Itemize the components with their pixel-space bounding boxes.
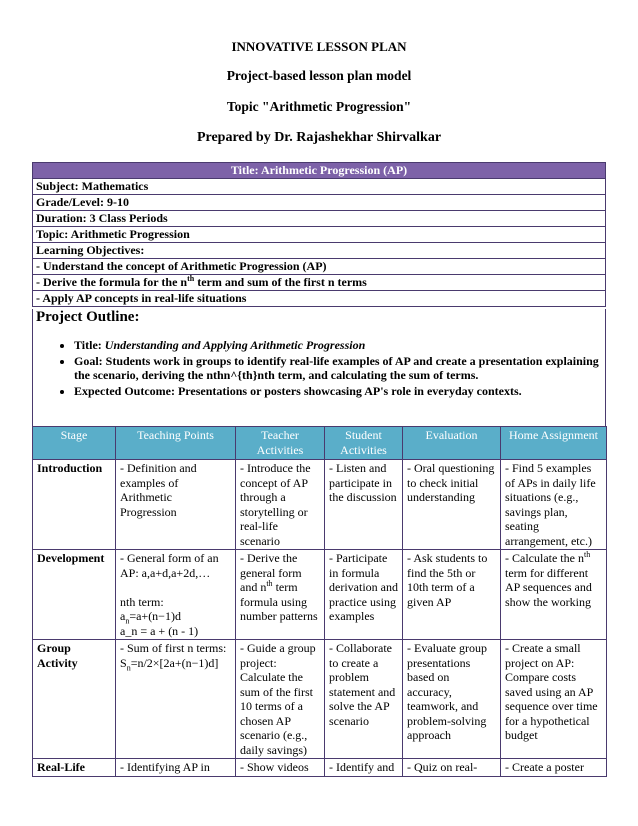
table-row bbox=[33, 759, 607, 777]
header-home-assignment: Home Assignment bbox=[501, 427, 607, 460]
teaching-cell: - Identifying AP in bbox=[116, 759, 236, 777]
outline-goal-item: • Goal: Students work in groups to identify real-life examples of AP and create a presentation explaining the scenario, deriving the nthn^{th}nth term, and calculating the sum of terms. bbox=[74, 354, 605, 382]
home-cell: - Create a small project on AP: Compare costs saved using an AP sequence over time for a hypothetical budget bbox=[501, 640, 607, 759]
objective-2-sup: th bbox=[187, 275, 195, 283]
home-cell: - Find 5 examples of APs in daily life situations (e.g., savings plan, seating arrangement, etc.) bbox=[501, 460, 607, 550]
header-teacher-activities: Teacher Activities bbox=[236, 427, 325, 460]
teacher-sup: th bbox=[266, 579, 273, 588]
teaching-pre: - Sum of first n terms: S bbox=[120, 641, 227, 670]
teacher-pre: - Derive the general form and n bbox=[240, 551, 302, 594]
teacher-cell: - Guide a group project: Calculate the sum of the first 10 terms of a chosen AP scenario (e.g., daily savings) bbox=[236, 640, 325, 759]
home-cell bbox=[501, 550, 607, 640]
stage-cell: Group Activity bbox=[33, 640, 116, 759]
stages-table bbox=[32, 426, 607, 777]
teaching-line-a: - General form of an AP: a,a+d,a+2d,… bbox=[120, 551, 219, 580]
plan-title-bar: Title: Arithmetic Progression (AP) bbox=[32, 162, 606, 179]
evaluation-cell: - Oral questioning to check initial understanding bbox=[403, 460, 501, 550]
evaluation-cell: - Evaluate group presentations based on accuracy, teamwork, and problem-solving approach bbox=[403, 640, 501, 759]
teacher-cell: - Introduce the concept of AP through a storytelling or real-life scenario bbox=[236, 460, 325, 550]
home-pre: - Calculate the n bbox=[505, 551, 584, 565]
grade-row: Grade/Level: 9-10 bbox=[32, 195, 606, 211]
stage-cell: Real-Life bbox=[33, 759, 116, 777]
teaching-cell: - Definition and examples of Arithmetic Progression bbox=[116, 460, 236, 550]
teaching-c-post: =a+(n−1)d bbox=[129, 609, 181, 623]
outline-title-value: Understanding and Applying Arithmetic Progression bbox=[104, 338, 366, 352]
header-evaluation: Evaluation bbox=[403, 427, 501, 460]
objectives-label: Learning Objectives: bbox=[32, 243, 606, 259]
objective-2 bbox=[32, 275, 606, 291]
lesson-plan bbox=[32, 162, 606, 777]
objective-1: - Understand the concept of Arithmetic Progression (AP) bbox=[32, 259, 606, 275]
header-stage: Stage bbox=[33, 427, 116, 460]
teaching-line-b: nth term: bbox=[120, 594, 164, 609]
stage-cell: Introduction bbox=[33, 460, 116, 550]
doc-heading: INNOVATIVE LESSON PLAN bbox=[231, 39, 407, 54]
student-cell: - Listen and participate in the discussion bbox=[325, 460, 403, 550]
teacher-cell bbox=[236, 550, 325, 640]
teaching-sub: n bbox=[126, 662, 131, 672]
outline-list bbox=[36, 338, 605, 398]
stage-cell: Development bbox=[33, 550, 116, 640]
teaching-cell bbox=[116, 550, 236, 640]
teacher-cell: - Show videos bbox=[236, 759, 325, 777]
student-cell: - Participate in formula derivation and practice using examples bbox=[325, 550, 403, 640]
teaching-line-c bbox=[120, 609, 231, 624]
home-sup: th bbox=[583, 550, 591, 559]
header-teaching-points: Teaching Points bbox=[116, 427, 236, 460]
header-student-activities: Student Activities bbox=[325, 427, 403, 460]
home-cell: - Create a poster bbox=[501, 759, 607, 777]
doc-model: Project-based lesson plan model bbox=[226, 68, 412, 83]
outline-title-item bbox=[74, 338, 605, 352]
teaching-c-pre: a bbox=[120, 609, 126, 623]
teaching-c-sub: n bbox=[125, 616, 130, 626]
topic-row: Topic: Arithmetic Progression bbox=[32, 227, 606, 243]
outline-outcome-item: • Expected Outcome: Presentations or posters showcasing AP's role in everyday contexts. bbox=[74, 384, 605, 398]
table-header-row bbox=[33, 427, 607, 460]
doc-topic: Topic "Arithmetic Progression" bbox=[226, 99, 412, 114]
student-cell: - Collaborate to create a problem statement and solve the AP scenario bbox=[325, 640, 403, 759]
outline-title-label: Title: bbox=[74, 338, 105, 352]
evaluation-cell: - Quiz on real- bbox=[403, 759, 501, 777]
project-outline bbox=[32, 309, 606, 426]
subject-row: Subject: Mathematics bbox=[32, 179, 606, 195]
objective-2-post: term and sum of the first n terms bbox=[194, 275, 367, 289]
teacher-post: term formula using number patterns bbox=[240, 580, 318, 623]
table-row bbox=[33, 640, 607, 759]
evaluation-cell: - Ask students to find the 5th or 10th term of a given AP bbox=[403, 550, 501, 640]
duration-row: Duration: 3 Class Periods bbox=[32, 211, 606, 227]
objective-3: - Apply AP concepts in real-life situations bbox=[32, 291, 606, 307]
teaching-post: =n/2×[2a+(n−1)d] bbox=[130, 655, 219, 670]
outline-heading: Project Outline: bbox=[36, 309, 140, 325]
table-row bbox=[33, 460, 607, 550]
objective-2-pre: - Derive the formula for the n bbox=[36, 275, 188, 289]
doc-author: Prepared by Dr. Rajashekhar Shirvalkar bbox=[196, 130, 442, 145]
teaching-line-d: a_n = a + (n - 1) bbox=[120, 623, 199, 638]
teaching-cell bbox=[116, 640, 236, 759]
student-cell: - Identify and bbox=[325, 759, 403, 777]
home-post: term for different AP sequences and show the working bbox=[505, 565, 592, 609]
table-row bbox=[33, 550, 607, 640]
